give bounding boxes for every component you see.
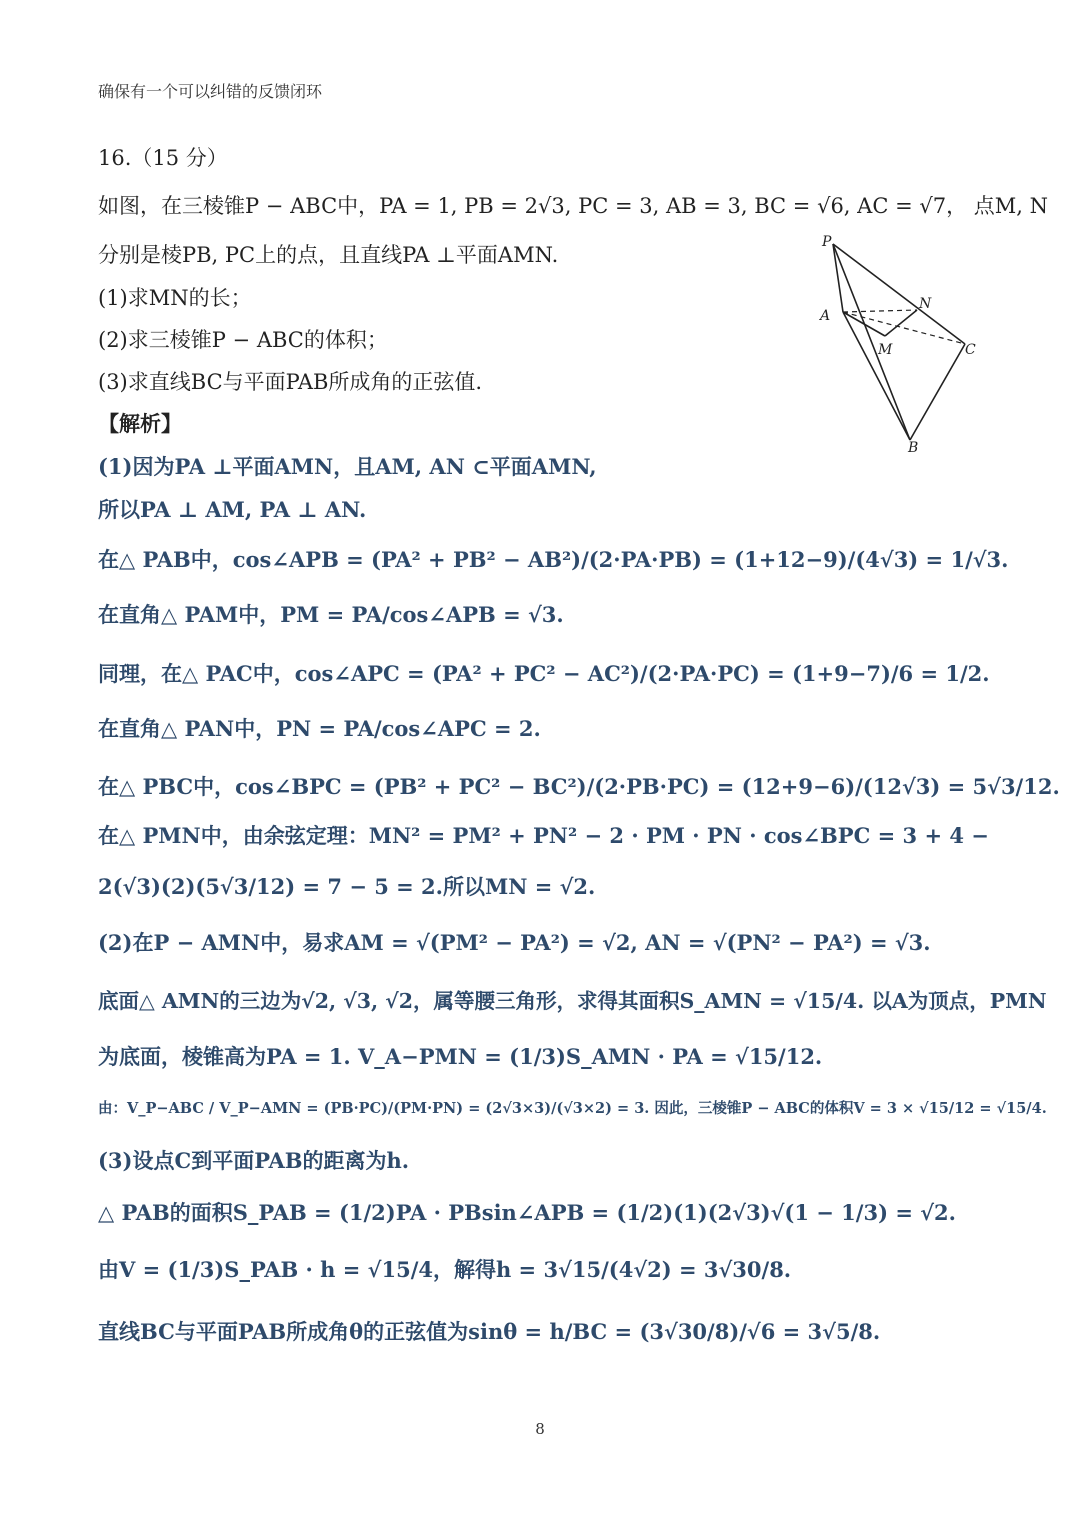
solution-line: 为底面，棱锥高为PA = 1. V_A−PMN = (1/3)S_AMN · PA = √15/12. xyxy=(98,1044,823,1069)
solution-line: △ PAB的面积S_PAB = (1/2)PA · PBsin∠APB = (1/2)(1)(2√3)√(1 − 1/3) = √2. xyxy=(98,1200,956,1225)
solution-line: 2(√3)(2)(5√3/12) = 7 − 5 = 2.所以MN = √2. xyxy=(98,874,596,899)
vertex-label-c: C xyxy=(965,342,976,358)
solution-line: 由V = (1/3)S_PAB · h = √15/4，解得h = 3√15/(4√2) = 3√30/8. xyxy=(98,1257,792,1282)
solution-line: (1)因为PA ⊥平面AMN，且AM, AN ⊂平面AMN, xyxy=(98,454,597,479)
solution-line: 在直角△ PAN中，PN = PA/cos∠APC = 2. xyxy=(98,716,541,741)
vertex-label-m: M xyxy=(878,342,893,358)
solution-line: 直线BC与平面PAB所成角θ的正弦值为sinθ = h/BC = (3√30/8)/√6 = 3√5/8. xyxy=(98,1319,881,1344)
problem-number: 16.（15 分） xyxy=(98,146,228,170)
solution-line: 在直角△ PAM中，PM = PA/cos∠APB = √3. xyxy=(98,602,564,627)
solution-line: 在△ PAB中，cos∠APB = (PA² + PB² − AB²)/(2·PA·PB) = (1+12−9)/(4√3) = 1/√3. xyxy=(98,547,1009,572)
question-part-2: (2)求三棱锥P − ABC的体积； xyxy=(98,328,388,352)
solution-line: 在△ PMN中，由余弦定理：MN² = PM² + PN² − 2 · PM · PN · cos∠BPC = 3 + 4 − xyxy=(98,823,989,848)
question-part-3: (3)求直线BC与平面PAB所成角的正弦值. xyxy=(98,370,483,394)
solution-line: (2)在P − AMN中，易求AM = √(PM² − PA²) = √2, AN = √(PN² − PA²) = √3. xyxy=(98,930,931,955)
pyramid-figure xyxy=(800,228,990,458)
solution-line: 同理，在△ PAC中，cos∠APC = (PA² + PC² − AC²)/(2·PA·PC) = (1+9−7)/6 = 1/2. xyxy=(98,661,990,686)
solution-line: 所以PA ⊥ AM, PA ⊥ AN. xyxy=(98,497,367,522)
page-header: 确保有一个可以纠错的反馈闭环 xyxy=(98,82,323,101)
vertex-label-n: N xyxy=(919,296,932,312)
solution-line: 在△ PBC中，cos∠BPC = (PB² + PC² − BC²)/(2·PB·PC) = (12+9−6)/(12√3) = 5√3/12. xyxy=(98,774,1060,799)
vertex-label-a: A xyxy=(820,308,831,324)
solution-line: 底面△ AMN的三边为√2, √3, √2，属等腰三角形，求得其面积S_AMN = √15/4. 以A为顶点，PMN xyxy=(98,989,1047,1013)
problem-statement-line-2: 分别是棱PB, PC上的点，且直线PA ⊥平面AMN. xyxy=(98,243,559,267)
question-part-1: (1)求MN的长； xyxy=(98,286,252,310)
page-number: 8 xyxy=(535,1420,545,1438)
vertex-label-p: P xyxy=(822,234,832,250)
solution-line: (3)设点C到平面PAB的距离为h. xyxy=(98,1148,410,1173)
vertex-label-b: B xyxy=(908,440,919,456)
solution-heading: 【解析】 xyxy=(98,411,182,436)
problem-statement-line-1: 如图，在三棱锥P − ABC中，PA = 1, PB = 2√3, PC = 3, AB = 3, BC = √6, AC = √7， 点M, N xyxy=(98,194,1048,218)
solution-line: 由：V_P−ABC / V_P−AMN = (PB·PC)/(PM·PN) = (2√3×3)/(√3×2) = 3. 因此，三棱锥P − ABC的体积V = 3 × √15/12 = √15/4. xyxy=(98,1100,1047,1117)
